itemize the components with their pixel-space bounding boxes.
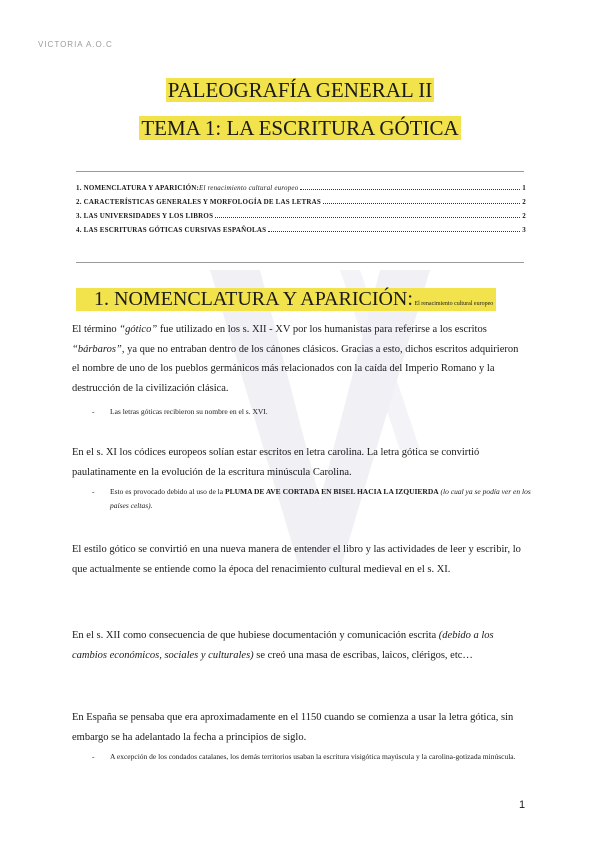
toc-leader xyxy=(215,217,520,218)
section-heading-text: 1. NOMENCLATURA Y APARICIÓN: xyxy=(94,288,413,310)
toc-item-2[interactable] xyxy=(76,198,526,212)
toc-item-page: 1 xyxy=(522,184,526,192)
p4-text-a: En el s. XII como consecuencia de que hubiese documentación y comunicación escrita xyxy=(72,630,439,641)
table-of-contents xyxy=(76,184,526,240)
toc-item-page: 2 xyxy=(522,212,526,220)
bullet-3: - A excepción de los condados catalanes, los demás territorios usaban la escritura visigótica mayúscula y la carolina-gotizada minúscula. xyxy=(92,750,546,764)
bullet2-italic: (lo cual ya se podía ver en los países celtas). xyxy=(110,487,531,510)
paragraph-2: En el s. XI los códices europeos solían estar escritos en letra carolina. La letra gótica se convirtió paulatinamente en la evolución de la escritura minúscula Carolina. xyxy=(72,447,480,478)
paragraph-4 xyxy=(72,626,528,665)
paragraph-1 xyxy=(72,320,528,398)
p1-italic-1: “gótico” xyxy=(119,324,158,335)
bullet2-text-a: Esto es provocado debido al uso de la xyxy=(110,487,225,496)
author-mark: VICTORIA A.O.C xyxy=(38,40,113,49)
toc-item-label: 1. NOMENCLATURA Y APARICIÓN: xyxy=(76,184,200,192)
document-title-line2 xyxy=(0,116,600,141)
toc-leader xyxy=(268,231,520,232)
title-line1-text: PALEOGRAFÍA GENERAL II xyxy=(167,78,433,102)
toc-item-1[interactable] xyxy=(76,184,526,198)
divider-top xyxy=(76,171,524,172)
toc-item-label: 2. CARACTERÍSTICAS GENERALES Y MORFOLOGÍA DE LAS LETRAS xyxy=(76,198,322,206)
toc-item-page: 2 xyxy=(522,198,526,206)
document-title-line1 xyxy=(0,78,600,103)
bullet-2 xyxy=(92,485,546,513)
section-heading xyxy=(76,288,496,311)
p1-text-a: El término xyxy=(72,324,120,335)
toc-leader xyxy=(323,203,520,204)
p1-text-b: fue utilizado en los s. XII - XV por los humanistas para referirse a los escritos xyxy=(157,324,487,335)
toc-item-label: 3. LAS UNIVERSIDADES Y LOS LIBROS xyxy=(76,212,214,220)
p1-text-c: , ya que no entraban dentro de los cánones clásicos. Gracias a esto, dichos escritos adquirieron el nombre de uno de los pueblos germánicos más relacionados con la caída del Imperio Romano y la destrucción de la civilización clásica. xyxy=(72,343,519,394)
bullet2-bold: PLUMA DE AVE CORTADA EN BISEL HACIA LA IZQUIERDA xyxy=(224,487,439,496)
page-number: 1 xyxy=(519,799,526,811)
toc-item-3[interactable] xyxy=(76,212,526,226)
toc-item-4[interactable] xyxy=(76,226,526,240)
toc-item-label: 4. LAS ESCRITURAS GÓTICAS CURSIVAS ESPAÑOLAS xyxy=(76,226,267,234)
p4-italic: (debido a los cambios económicos, sociales y culturales) xyxy=(72,630,494,661)
p1-italic-2: “bárbaros” xyxy=(72,343,122,355)
toc-item-sub: El renacimiento cultural europeo xyxy=(199,184,299,192)
toc-leader xyxy=(300,189,520,190)
divider-bottom xyxy=(76,262,524,263)
paragraph-5: En España se pensaba que era aproximadamente en el 1150 cuando se comienza a usar la letra gótica, sin embargo se ha adelantado la fecha a principios de siglo. xyxy=(72,712,514,743)
title-line2-text: TEMA 1: LA ESCRITURA GÓTICA xyxy=(141,116,459,140)
bullet-1: - Las letras góticas recibieron su nombre en el s. XVI. xyxy=(92,405,546,419)
toc-item-page: 3 xyxy=(522,226,526,234)
paragraph-3: El estilo gótico se convirtió en una nueva manera de entender el libro y las actividades de leer y escribir, lo que actualmente se entiende como la época del renacimiento cultural medieval en el s. XI. xyxy=(72,544,521,575)
p4-text-b: se creó una masa de escribas, laicos, clérigos, etc… xyxy=(253,649,473,661)
section-heading-sub: El renacimiento cultural europeo xyxy=(412,301,494,307)
